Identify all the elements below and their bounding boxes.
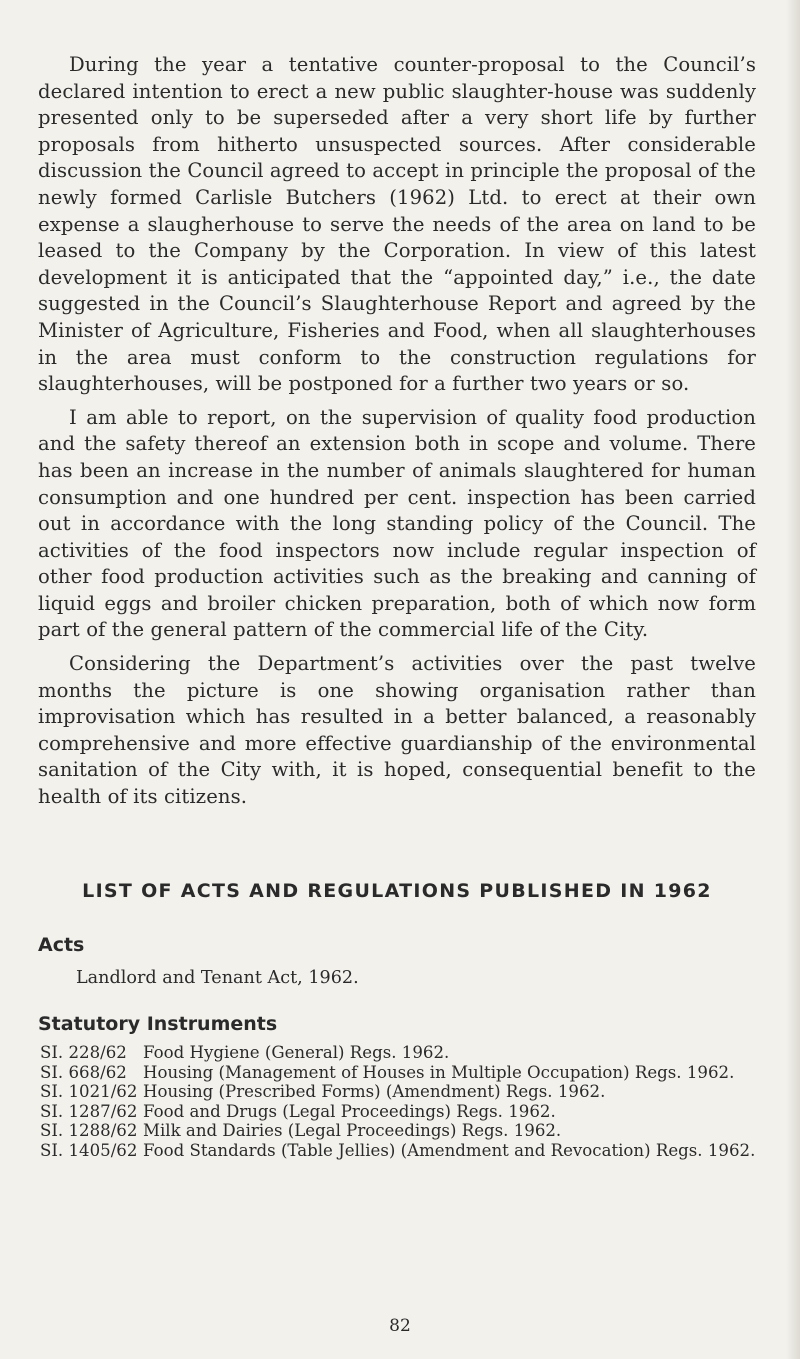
act-item: Landlord and Tenant Act, 1962. [76,968,359,988]
si-number: SI. 1021/62 [40,1082,138,1101]
si-title: Milk and Dairies (Legal Proceedings) Regs. 1962. [143,1121,562,1140]
statutory-instruments-list [38,1043,756,1160]
si-title: Food Standards (Table Jellies) (Amendment and Revocation) Regs. 1962. [143,1140,756,1160]
list-item [38,1043,756,1063]
paragraph: Considering the Department’s activities over the past twelve months the picture is one showing organisation rather than improvisation which has resulted in a better balanced, a reasonably comprehensive and more effective guardianship of the environmental sanitation of the City with, it is hoped, consequential benefit to the health of its citizens. [38,652,756,809]
si-number: SI. 1405/62 [40,1140,138,1160]
si-number: SI. 1287/62 [40,1101,138,1121]
si-number: SI. 668/62 [40,1062,127,1082]
paragraph: I am able to report, on the supervision of quality food production and the safety thereof an extension both in scope and volume. There has been an increase in the number of animals slaughtered for human consumption and one hundred per cent. inspection has been carried out in accordance with the long standing policy of the Council. The activities of the food inspectors now include regular inspection of other food production activities such as the breaking and canning of liquid eggs and broiler chicken preparation, both of which now form part of the general pattern of the commercial life of the City. [38,405,756,642]
si-title: Housing (Management of Houses in Multiple Occupation) Regs. 1962. [143,1062,735,1082]
list-item [38,1063,756,1083]
si-title: Food Hygiene (General) Regs. 1962. [143,1043,450,1062]
body-text [38,52,756,818]
acts-heading: Acts [38,934,85,956]
statutory-heading: Statutory Instruments [38,1013,278,1035]
page-number: 82 [389,1316,411,1336]
si-number: SI. 1288/62 [40,1121,138,1140]
list-item [38,1102,756,1122]
section-heading: LIST OF ACTS AND REGULATIONS PUBLISHED IN 1962 [82,880,712,902]
si-number: SI. 228/62 [40,1043,127,1062]
list-item [38,1082,756,1102]
list-item [38,1121,756,1141]
si-title: Housing (Prescribed Forms) (Amendment) Regs. 1962. [143,1082,606,1101]
si-title: Food and Drugs (Legal Proceedings) Regs. 1962. [143,1101,556,1121]
list-item [38,1141,756,1161]
paragraph: During the year a tentative counter-proposal to the Council’s declared intention to erect a new public slaughter-house was suddenly presented only to be superseded after a very short life by further proposals from hitherto unsuspected sources. After considerable discussion the Council agreed to accept in principle the proposal of the newly formed Carlisle Butchers (1962) Ltd. to erect at their own expense a slaugherhouse to serve the needs of the area on land to be leased to the Company by the Corporation. In view of this latest development it is anticipated that the “appointed day,” i.e., the date suggested in the Council’s Slaughterhouse Report and agreed by the Minister of Agriculture, Fisheries and Food, when all slaughterhouses in the area must conform to the construction regulations for slaughterhouses, will be postponed for a further two years or so. [38,53,756,396]
page-edge-shadow [786,0,800,1359]
